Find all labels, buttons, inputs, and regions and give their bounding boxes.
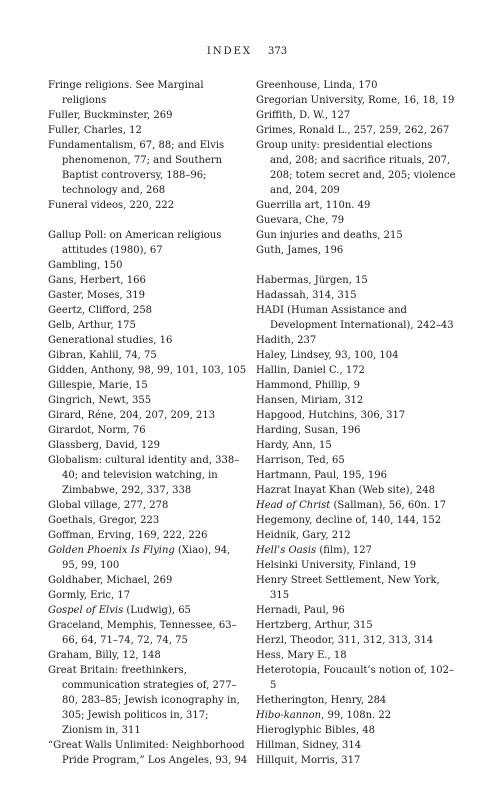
index-entry-text: Harding, Susan, 196 (256, 425, 361, 436)
index-entry (256, 378, 456, 393)
index-entry-text: Graham, Billy, 12, 148 (48, 650, 161, 661)
index-entry (256, 228, 456, 243)
index-entry-text: Hieroglyphic Bibles, 48 (256, 725, 375, 736)
index-entry (256, 393, 456, 408)
index-entry (256, 648, 456, 663)
letter-section-gap (256, 258, 456, 273)
index-entry (256, 303, 456, 333)
index-entry (48, 603, 248, 618)
index-entry (256, 558, 456, 573)
index-entry-text: Hartmann, Paul, 195, 196 (256, 470, 387, 481)
index-entry-text: Graceland, Memphis, Tennessee, 63–66, 64, 71–74, 72, 74, 75 (48, 620, 237, 646)
index-entry (256, 573, 456, 603)
index-entry-text: Hapgood, Hutchins, 306, 317 (256, 410, 406, 421)
index-entry-text: Funeral videos, 220, 222 (48, 200, 175, 211)
index-entry-text: Guth, James, 196 (256, 245, 344, 256)
index-entry-text: Gaster, Moses, 319 (48, 290, 145, 301)
index-entry-title: Gospel of Elvis (48, 605, 124, 616)
index-entry-text: Glassberg, David, 129 (48, 440, 160, 451)
index-entry (256, 723, 456, 738)
index-entry (48, 573, 248, 588)
index-entry (48, 378, 248, 393)
index-entry (256, 438, 456, 453)
index-entry (256, 408, 456, 423)
index-entry-text: Great Britain: freethinkers, communication strategies of, 277–80, 283–85; Jewish iconography in, 305; Jewish politicos in, 317; Zionism in, 311 (48, 665, 240, 736)
index-entry (256, 78, 456, 93)
letter-section-gap (48, 213, 248, 228)
index-entry-text: (Ludwig), 65 (123, 605, 191, 616)
index-entry (256, 603, 456, 618)
index-entry-text: Girardot, Norm, 76 (48, 425, 146, 436)
index-entry (48, 258, 248, 273)
index-entry (48, 288, 248, 303)
index-entry (48, 333, 248, 348)
index-entry (48, 393, 248, 408)
index-entry (256, 633, 456, 648)
index-entry (256, 753, 456, 768)
index-entry (256, 243, 456, 258)
index-entry-text: Hetherington, Henry, 284 (256, 695, 387, 706)
index-entry (256, 468, 456, 483)
index-column-left (48, 78, 248, 768)
index-entry-text: Herzl, Theodor, 311, 312, 313, 314 (256, 635, 434, 646)
index-entry (48, 363, 248, 378)
index-entry-text: Hegemony, decline of, 140, 144, 152 (256, 515, 442, 526)
index-entry-title: Hell’s Oasis (256, 545, 317, 556)
index-entry-text: , 99, 108n. 22 (321, 710, 392, 721)
index-entry-title: Golden Phoenix Is Flying (48, 545, 175, 556)
index-entry-text: Group unity: presidential elections and, 208; and sacrifice rituals, 207, 208; totem secret and, 205; violence and, 204, 209 (256, 140, 456, 196)
index-entry (256, 498, 456, 513)
index-entry (48, 228, 248, 258)
index-entry-title: Head of Christ (256, 500, 331, 511)
index-entry-text: Hernadi, Paul, 96 (256, 605, 345, 616)
index-entry-text: (film), 127 (316, 545, 372, 556)
index-entry-text: Hammond, Phillip, 9 (256, 380, 360, 391)
index-entry-text: Gregorian University, Rome, 16, 18, 19 (256, 95, 455, 106)
index-entry-text: Gun injuries and deaths, 215 (256, 230, 403, 241)
index-entry (48, 738, 248, 768)
index-entry-text: Heidnik, Gary, 212 (256, 530, 351, 541)
index-entry (48, 543, 248, 573)
index-entry (48, 498, 248, 513)
index-entry (256, 108, 456, 123)
index-entry (256, 198, 456, 213)
index-entry-text: Hadith, 237 (256, 335, 317, 346)
index-entry-text: Generational studies, 16 (48, 335, 173, 346)
index-entry-text: Gibran, Kahlil, 74, 75 (48, 350, 157, 361)
index-entry-text: Globalism: cultural identity and, 338–40; and television watching, in Zimbabwe, 292, 337, 338 (48, 455, 240, 496)
index-entry-title: Hibo-kannon (256, 710, 322, 721)
index-entry (48, 438, 248, 453)
index-entry (256, 453, 456, 468)
index-entry (48, 123, 248, 138)
index-entry-text: Greenhouse, Linda, 170 (256, 80, 378, 91)
index-entry (48, 513, 248, 528)
index-entry-text: Geertz, Clifford, 258 (48, 305, 153, 316)
index-entry (256, 288, 456, 303)
index-entry-text: Hardy, Ann, 15 (256, 440, 332, 451)
index-entry-text: Global village, 277, 278 (48, 500, 169, 511)
index-entry-text: Hazrat Inayat Khan (Web site), 248 (256, 485, 436, 496)
index-entry (48, 648, 248, 663)
index-entry (256, 738, 456, 753)
index-entry (256, 663, 456, 693)
index-entry-text: Gormly, Eric, 17 (48, 590, 131, 601)
index-entry (48, 453, 248, 498)
index-entry (256, 273, 456, 288)
index-entry (48, 663, 248, 738)
index-entry (48, 318, 248, 333)
index-entry (48, 423, 248, 438)
index-entry (256, 348, 456, 363)
index-entry-text: Gidden, Anthony, 98, 99, 101, 103, 105 (48, 365, 247, 376)
index-entry-text: Hertzberg, Arthur, 315 (256, 620, 373, 631)
index-entry-text: Hallin, Daniel C., 172 (256, 365, 365, 376)
index-entry (256, 123, 456, 138)
page-header (0, 46, 494, 57)
index-entry-text: Goldhaber, Michael, 269 (48, 575, 173, 586)
index-entry (48, 303, 248, 318)
index-entry (256, 618, 456, 633)
index-entry (48, 138, 248, 198)
index-entry (48, 408, 248, 423)
index-entry (48, 618, 248, 648)
index-entry-text: Haley, Lindsey, 93, 100, 104 (256, 350, 399, 361)
index-entry (256, 93, 456, 108)
index-entry-text: Girard, Réne, 204, 207, 209, 213 (48, 410, 216, 421)
index-entry-text: Habermas, Jürgen, 15 (256, 275, 368, 286)
index-entry-text: Hansen, Miriam, 312 (256, 395, 364, 406)
index-entry-text: “Great Walls Unlimited: Neighborhood Pride Program,” Los Angeles, 93, 94 (48, 740, 248, 766)
index-entry (256, 363, 456, 378)
index-entry-text: Fringe religions. See Marginal religions (48, 80, 204, 106)
index-entry (256, 333, 456, 348)
index-entry (48, 78, 248, 108)
index-entry-text: Hillman, Sidney, 314 (256, 740, 362, 751)
page-number: 373 (268, 46, 288, 57)
index-entry-text: (Xiao), 94, 95, 99, 100 (62, 545, 231, 571)
index-entry (256, 423, 456, 438)
index-entry (48, 528, 248, 543)
running-head-title: INDEX (206, 46, 253, 57)
index-entry (48, 348, 248, 363)
index-entry-text: Fundamentalism, 67, 88; and Elvis phenomenon, 77; and Southern Baptist controversy, 188–96; technology and, 268 (48, 140, 225, 196)
index-entry-text: (Sallman), 56, 60n. 17 (330, 500, 447, 511)
index-entry (256, 543, 456, 558)
index-entry-text: Goffman, Erving, 169, 222, 226 (48, 530, 208, 541)
index-entry-text: Gingrich, Newt, 355 (48, 395, 152, 406)
index-entry-text: Goethals, Gregor, 223 (48, 515, 160, 526)
index-entry-text: Hess, Mary E., 18 (256, 650, 347, 661)
index-entry-text: Harrison, Ted, 65 (256, 455, 345, 466)
index-entry-text: Gallup Poll: on American religious attitudes (1980), 67 (48, 230, 222, 256)
index-entry (256, 138, 456, 198)
index-entry (256, 513, 456, 528)
index-entry-text: Guevara, Che, 79 (256, 215, 345, 226)
index-entry-text: Griffith, D. W., 127 (256, 110, 351, 121)
index-entry (256, 693, 456, 708)
index-entry (256, 213, 456, 228)
index-column-right (256, 78, 456, 768)
index-entry-text: Hadassah, 314, 315 (256, 290, 357, 301)
index-entry-text: Gans, Herbert, 166 (48, 275, 146, 286)
index-entry (48, 588, 248, 603)
index-entry-text: Heterotopia, Foucault’s notion of, 102–5 (256, 665, 455, 691)
index-entry-text: Gillespie, Marie, 15 (48, 380, 148, 391)
index-entry-text: Fuller, Buckminster, 269 (48, 110, 173, 121)
index-entry (48, 273, 248, 288)
index-entry (48, 108, 248, 123)
index-entry-text: Henry Street Settlement, New York, 315 (256, 575, 440, 601)
index-entry-text: Grimes, Ronald L., 257, 259, 262, 267 (256, 125, 450, 136)
index-entry (48, 198, 248, 213)
index-entry-text: Fuller, Charles, 12 (48, 125, 142, 136)
index-entry (256, 483, 456, 498)
index-entry (256, 528, 456, 543)
index-entry-text: Gambling, 150 (48, 260, 123, 271)
index-entry-text: Guerrilla art, 110n. 49 (256, 200, 371, 211)
index-entry-text: Hillquit, Morris, 317 (256, 755, 361, 766)
index-entry-text: HADI (Human Assistance and Development International), 242–43 (256, 305, 454, 331)
index-entry-text: Gelb, Arthur, 175 (48, 320, 136, 331)
index-entry-text: Helsinki University, Finland, 19 (256, 560, 417, 571)
index-entry (256, 708, 456, 723)
